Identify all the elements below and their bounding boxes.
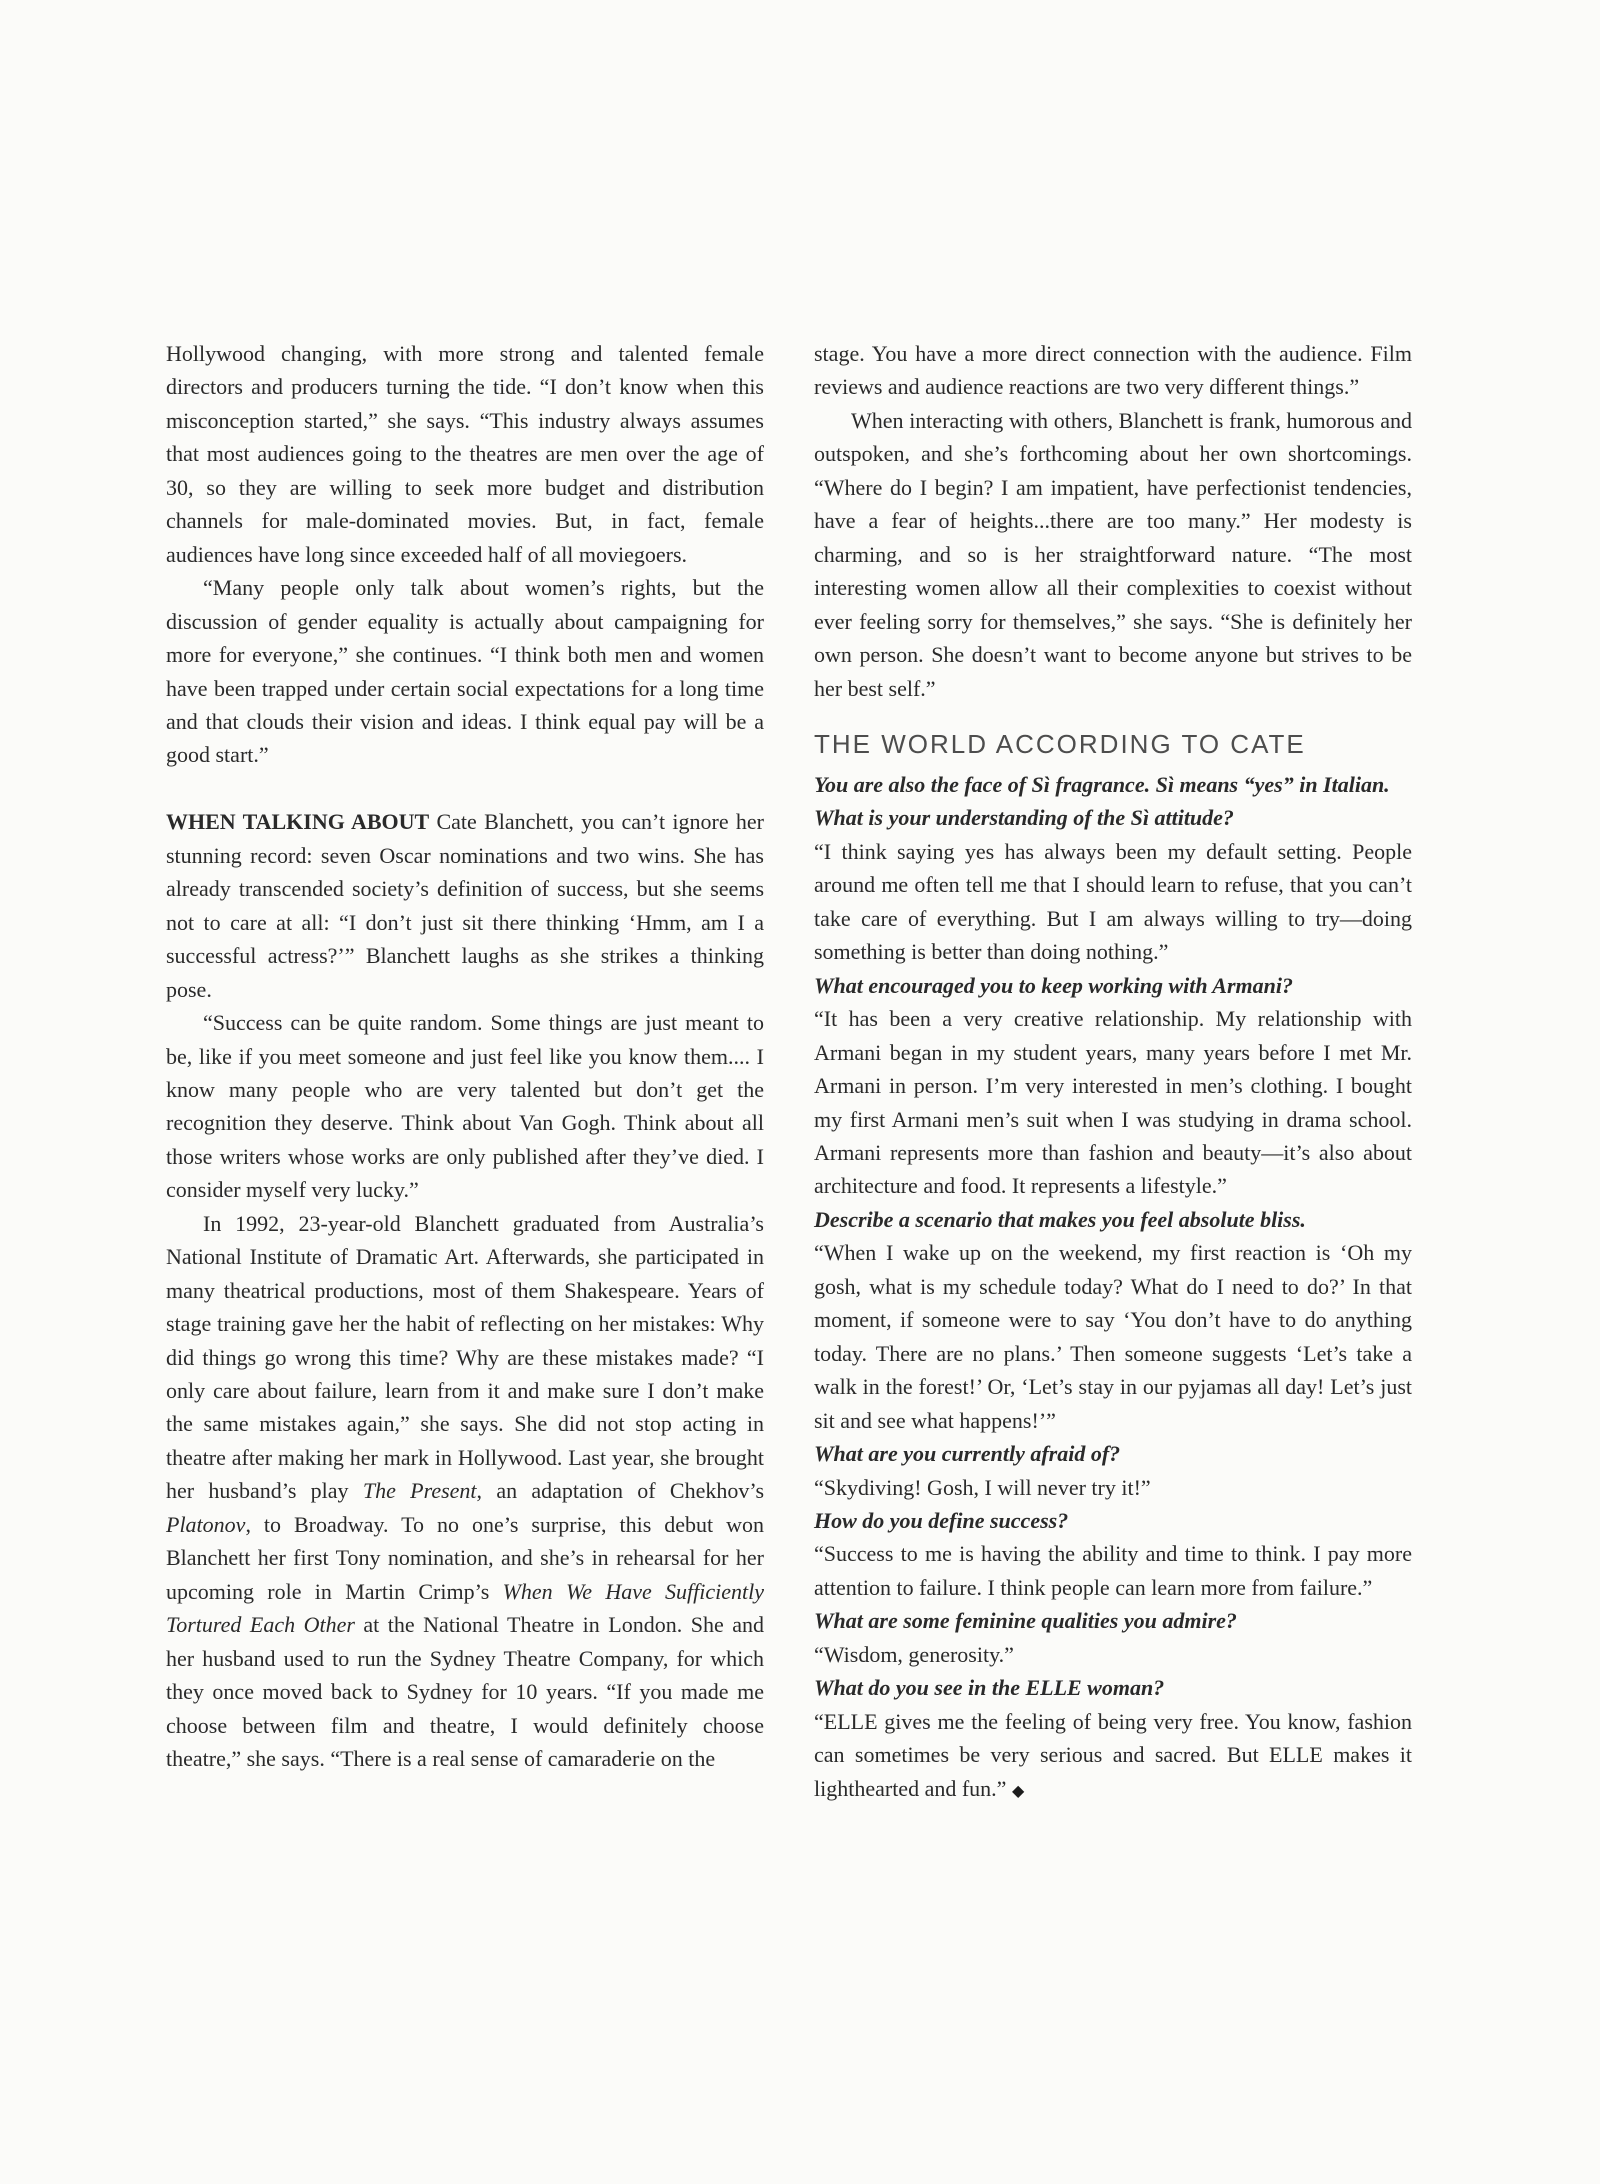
qa-question: Describe a scenario that makes you feel absolute bliss. [814, 1206, 1306, 1232]
qa-answer: “I think saying yes has always been my default setting. People around me often tell me that I should learn to refuse, that you can’t take care of everything. But I am always willing to try—doing something is better than doing nothing.” [814, 838, 1412, 965]
text-run: , to Broadway. To no one’s surprise, this debut won Blanchett her first Tony nomination, and she’s in rehearsal for her upcoming role in Martin Crimp’s [166, 1511, 764, 1604]
text-run: , an adaptation of Chekhov’s [476, 1478, 765, 1504]
qa-answer: “Success to me is having the ability and time to think. I pay more attention to failure. I think people can learn more from failure.” [814, 1541, 1412, 1600]
qa-question: What do you see in the ELLE woman? [814, 1675, 1165, 1701]
qa-question: How do you define success? [814, 1507, 1069, 1533]
qa-answer: “Wisdom, generosity.” [814, 1641, 1014, 1667]
paragraph-lead-in: WHEN TALKING ABOUT [166, 809, 430, 835]
qa-list [814, 768, 1412, 1808]
text-run: In 1992, 23-year-old Blanchett graduated from Australia’s National Institute of Dramatic Art. Afterwards, she participated in many theatrical productions, most of them Shakespeare. Years of stage training gave her the habit of reflecting on her mistakes: Why did things go wrong this time? Why are these mistakes made? “I only care about failure, learn from it and make sure I don’t make the same mistakes again,” she says. She did not stop acting in theatre after making her mark in Hollywood. Last year, she brought her husband’s play [166, 1210, 764, 1504]
qa-question: You are also the face of Sì fragrance. Sì means “yes” in Italian. What is your understanding of the Sì attitude? [814, 771, 1390, 831]
qa-question: What are some feminine qualities you admire? [814, 1608, 1237, 1634]
qa-answer: “When I wake up on the weekend, my first reaction is ‘Oh my gosh, what is my schedule today? What do I need to do?’ In that moment, if someone were to say ‘You don’t have to do anything today. There are no plans.’ Then someone suggests ‘Let’s take a walk in the forest!’ Or, ‘Let’s stay in our pyjamas all day! Let’s just sit and see what happens!’” [814, 1240, 1412, 1433]
qa-question: What encouraged you to keep working with Armani? [814, 972, 1293, 998]
qa-answer [814, 1705, 1412, 1808]
qa-answer: “Skydiving! Gosh, I will never try it!” [814, 1474, 1151, 1500]
paragraph [166, 1207, 764, 1776]
paragraph: Hollywood changing, with more strong and talented female directors and producers turning the tide. “I don’t know when this misconception started,” she says. “This industry always assumes that most audiences going to the theatres are men over the age of 30, so they are willing to seek more budget and distribution channels for male-dominated movies. But, in fact, female audiences have long since exceeded half of all moviegoers. [166, 341, 764, 567]
paragraph [166, 805, 764, 1006]
paragraph: “Many people only talk about women’s rights, but the discussion of gender equality is actually about campaigning for more for everyone,” she continues. “I think both men and women have been trapped under certain social expectations for a long time and that clouds their vision and ideas. I think equal pay will be a good start.” [166, 575, 764, 768]
play-title: The Present [362, 1478, 477, 1504]
section-heading: THE WORLD ACCORDING TO CATE [814, 728, 1306, 759]
text-run: at the National Theatre in London. She and her husband used to run the Sydney Theatre Company, for which they once moved back to Sydney for 10 years. “If you made me choose between film and theatre, I would definitely choose theatre,” she says. “There is a real sense of camaraderie on the [166, 1612, 764, 1772]
paragraph: “Success can be quite random. Some things are just meant to be, like if you meet someone and just feel like you know them.... I know many people who are very talented but don’t get the recognition they deserve. Think about Van Gogh. Think about all those writers whose works are only published after they’ve died. I consider myself very lucky.” [166, 1010, 764, 1203]
qa-answer: “It has been a very creative relationship. My relationship with Armani began in my student years, many years before I met Mr. Armani in person. I’m very interested in men’s clothing. I bought my first Armani men’s suit when I was studying in drama school. Armani represents more than fashion and beauty—it’s also about architecture and food. It represents a lifestyle.” [814, 1006, 1412, 1199]
text-run: “ELLE gives me the feeling of being very free. You know, fashion can sometimes be very serious and sacred. But ELLE makes it lighthearted and fun.” [814, 1708, 1412, 1801]
left-column [166, 337, 764, 1775]
end-of-article-diamond-icon: ◆ [1011, 1782, 1025, 1800]
right-column [814, 337, 1412, 1808]
text-run: Cate Blanchett, you can’t ignore her stunning record: seven Oscar nominations and two wins. She has already transcended society’s definition of success, but she seems not to care at all: “I don’t just sit there thinking ‘Hmm, am I a successful actress?’” Blanchett laughs as she strikes a thinking pose. [166, 809, 764, 1002]
play-title: Platonov [166, 1511, 246, 1537]
qa-question: What are you currently afraid of? [814, 1441, 1121, 1467]
paragraph: When interacting with others, Blanchett is frank, humorous and outspoken, and she’s forthcoming about her own shortcomings. “Where do I begin? I am impatient, have perfectionist tendencies, have a fear of heights...there are too many.” Her modesty is charming, and so is her straightforward nature. “The most interesting women allow all their complexities to coexist without ever feeling sorry for themselves,” she says. “She is definitely her own person. She doesn’t want to become anyone but strives to be her best self.” [814, 407, 1412, 701]
play-title: When We Have Sufficiently Tortured Each Other [166, 1578, 764, 1638]
paragraph: stage. You have a more direct connection with the audience. Film reviews and audience reactions are two very different things.” [814, 341, 1412, 400]
